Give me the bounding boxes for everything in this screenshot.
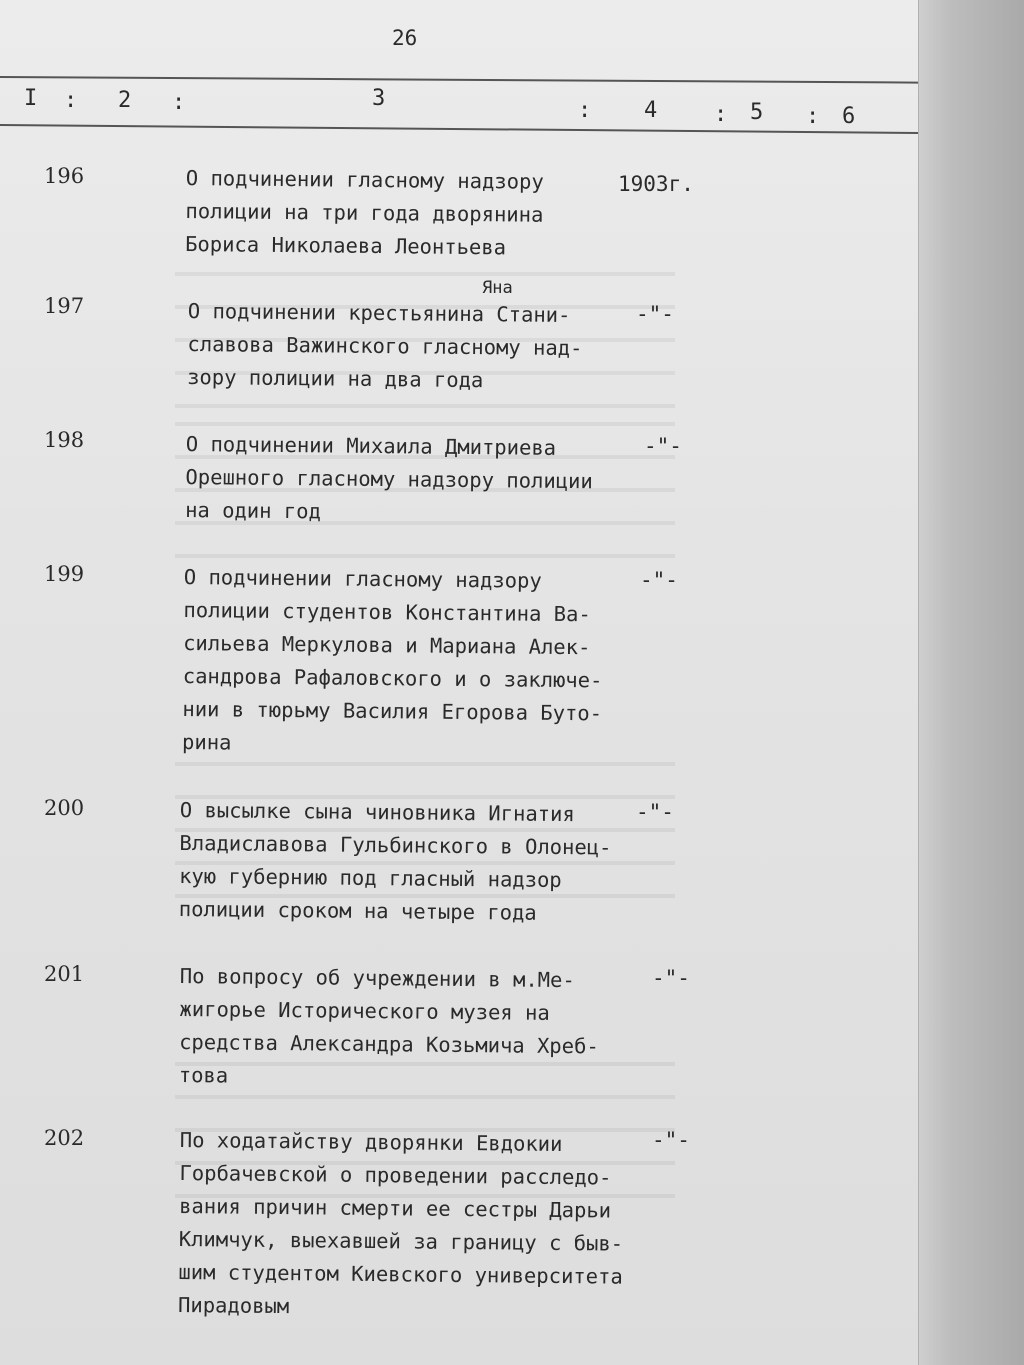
entry-date: -"- xyxy=(644,434,682,458)
header-rule-bottom xyxy=(0,124,918,134)
column-header-2: 2 xyxy=(118,88,132,113)
entry-description: О высылке сына чиновника Игнатия Владиславова Гульбинского в Олонец- кую губернию под гласный надзор полиции сроком на четыре года xyxy=(178,797,612,925)
entry-number: 201 xyxy=(44,962,85,986)
handwritten-insertion: Яна xyxy=(482,278,513,298)
entry-description: О подчинении Михаила Дмитриева Орешного гласному надзору полиции на один год xyxy=(185,431,593,524)
page-number: 26 xyxy=(392,26,418,50)
entry-date: -"- xyxy=(652,1128,690,1152)
entry-date: -"- xyxy=(652,966,690,990)
entry-description: По ходатайству дворянки Евдокии Горбачевской о проведении расследо- вания причин смерти ее сестры Дарьи Климчук, выехавшей за границу с быв- шим студентом Киевского университета Пирадовым xyxy=(177,1127,624,1319)
entry-number: 196 xyxy=(44,164,85,188)
header-rule-top xyxy=(0,76,918,84)
column-separator: : xyxy=(578,98,592,123)
entry-description: О подчинении крестьянина Стани- славова Важинского гласному над- зору полиции на два года xyxy=(187,298,583,393)
entry-number: 197 xyxy=(44,294,85,318)
column-separator: : xyxy=(64,88,78,113)
entry-number: 202 xyxy=(44,1126,85,1150)
entry-date: -"- xyxy=(636,302,674,326)
background-surface xyxy=(918,0,1024,1365)
column-separator: : xyxy=(714,102,728,127)
column-header-6: 6 xyxy=(842,104,856,129)
entry-number: 199 xyxy=(44,562,85,586)
column-header-4: 4 xyxy=(644,98,658,123)
entry-description: О подчинении гласному надзору полиции на три года дворянина Бориса Николаева Леонтьева xyxy=(185,165,544,260)
entry-description: По вопросу об учреждении в м.Ме- жигорье Исторического музея на средства Александра Козьмича Хреб- това xyxy=(178,963,599,1088)
entry-date: 1903г. xyxy=(618,172,694,196)
entry-date: -"- xyxy=(636,800,674,824)
column-header-3: 3 xyxy=(372,86,386,111)
column-header-5: 5 xyxy=(750,100,764,125)
column-separator: : xyxy=(172,90,186,115)
entry-number: 200 xyxy=(44,796,85,820)
entry-description: О подчинении гласному надзору полиции студентов Константина Ва- сильева Меркулова и Мариана Алек- сандрова Рафаловского и о заключе- нии в тюрьму Василия Егорова Бутo- рина xyxy=(181,564,603,755)
column-header-1: I xyxy=(24,86,38,111)
entry-date: -"- xyxy=(640,568,678,592)
entry-number: 198 xyxy=(44,428,85,452)
column-separator: : xyxy=(806,104,820,129)
